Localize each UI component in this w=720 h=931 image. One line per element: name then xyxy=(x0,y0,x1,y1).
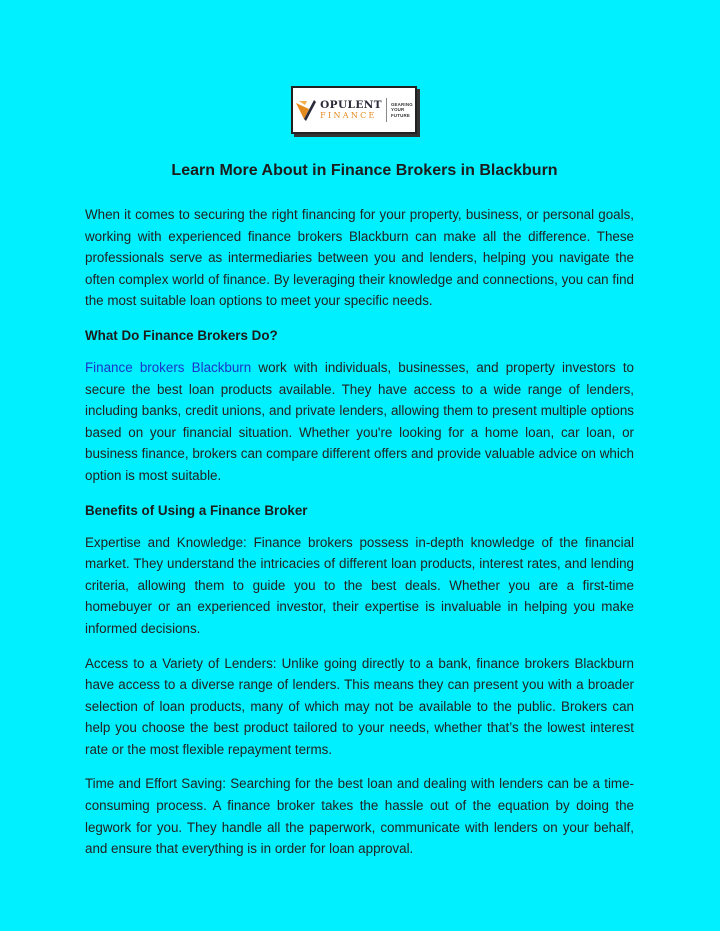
finance-brokers-link[interactable]: Finance brokers Blackburn xyxy=(85,359,252,375)
section1-paragraph xyxy=(85,357,634,487)
article-content xyxy=(85,158,634,873)
benefit-paragraph-lenders: Access to a Variety of Lenders: Unlike going directly to a bank, finance brokers Blackburn have access to a diverse range of lenders. This means they can present you with a broader selection of loan products, many of which may not be available to the public. Brokers can help you choose the best product tailored to your needs, whether that’s the lowest interest rate or the most flexible repayment terms. xyxy=(85,655,634,757)
section-heading-benefits: Benefits of Using a Finance Broker xyxy=(85,502,308,518)
logo-name: OPULENT xyxy=(320,99,382,112)
logo-tagline xyxy=(391,102,413,119)
logo-mark-icon xyxy=(295,97,317,123)
benefit-paragraph-expertise: Expertise and Knowledge: Finance brokers possess in-depth knowledge of the financial market. They understand the intricacies of different loan products, interest rates, and lending criteria, allowing them to guide you to the best deals. Whether you are a first-time homebuyer or an experienced investor, their expertise is invaluable in helping you make informed decisions. xyxy=(85,534,634,636)
logo-sub: FINANCE xyxy=(320,110,377,120)
page-title: Learn More About in Finance Brokers in Blackburn xyxy=(171,162,558,179)
logo-tagline-line: FUTURE xyxy=(390,112,410,118)
company-logo xyxy=(291,86,417,134)
benefit-paragraph-time-saving: Time and Effort Saving: Searching for the best loan and dealing with lenders can be a time-consuming process. A finance broker takes the hassle out of the equation by doing the legwork for you. They handle all the paperwork, communicate with lenders on your behalf, and ensure that everything is in order for loan approval. xyxy=(85,776,634,857)
logo-tagline-line: YOUR xyxy=(390,107,405,113)
logo-divider xyxy=(386,98,387,122)
section-heading-what-brokers-do: What Do Finance Brokers Do? xyxy=(85,327,278,343)
intro-paragraph: When it comes to securing the right financing for your property, business, or personal goals, working with experienced finance brokers Blackburn can make all the difference. These professionals serve as intermediaries between you and lenders, helping you navigate the often complex world of finance. By leveraging their knowledge and connections, you can find the most suitable loan options to meet your specific needs. xyxy=(85,207,634,309)
logo-tagline-line: GEARING xyxy=(390,101,413,107)
section1-body: work with individuals, businesses, and property investors to secure the best loan products available. They have access to a wide range of lenders, including banks, credit unions, and private lenders, allowing them to present multiple options based on your financial situation. Whether you're looking for a home loan, car loan, or business finance, brokers can compare different offers and provide valuable advice on which option is most suitable. xyxy=(85,359,634,483)
